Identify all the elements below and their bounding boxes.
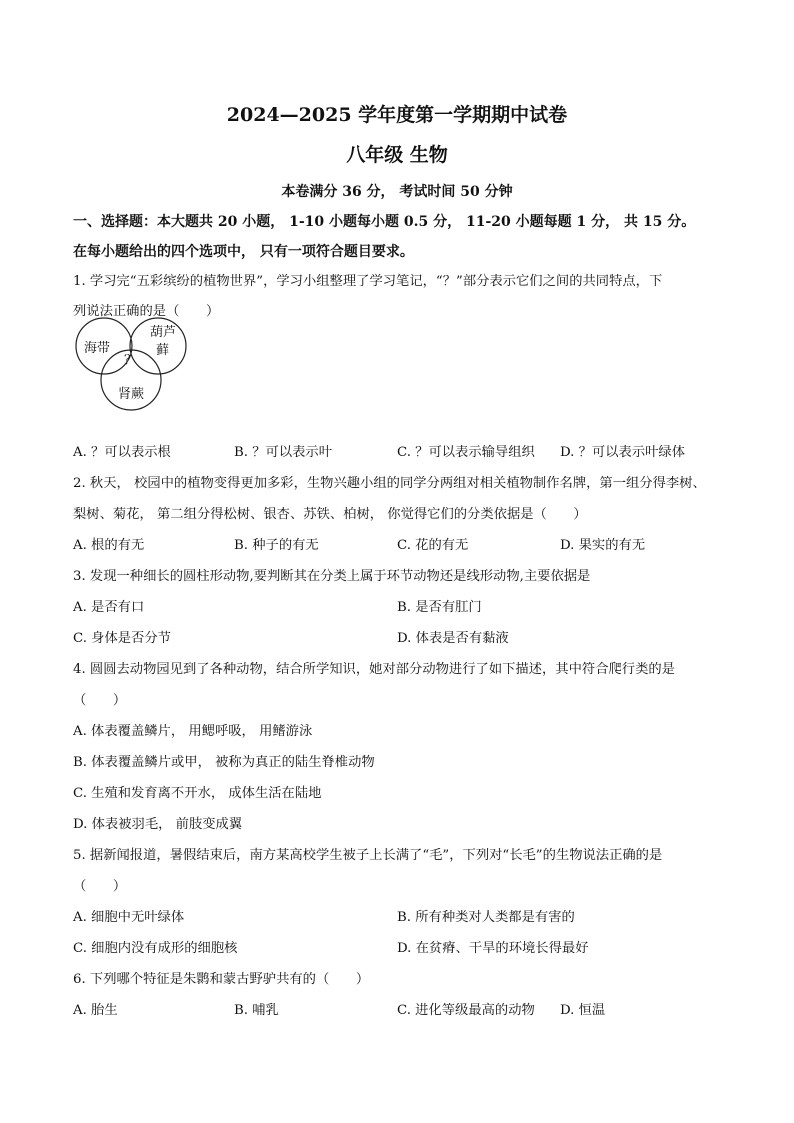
q3-option-a[interactable]: A. 是否有口 xyxy=(73,600,145,615)
q5-stem-line1: 5. 据新闻报道，暑假结束后，南方某高校学生被子上长满了“毛”，下列对“长毛”的生物说法正确的是 xyxy=(73,848,663,863)
exam-title: 2024—2025 学年度第一学期期中试卷 xyxy=(226,104,568,126)
venn-label-moss-line2: 藓 xyxy=(156,343,170,358)
q5-option-d[interactable]: D. 在贫瘠、干旱的环境长得最好 xyxy=(397,941,589,956)
q5-stem-line2: （ ） xyxy=(73,879,127,894)
exam-subtitle: 八年级 生物 xyxy=(346,144,448,166)
q4-option-c[interactable]: C. 生殖和发育离不开水， 成体生活在陆地 xyxy=(73,786,322,801)
venn-diagram xyxy=(70,316,196,412)
venn-label-moss-line1: 葫芦 xyxy=(150,325,177,340)
q2-option-a[interactable]: A. 根的有无 xyxy=(73,538,145,553)
section-heading-line2: 在每小题给出的四个选项中， 只有一项符合题目要求。 xyxy=(73,244,414,260)
q1-option-d[interactable]: D. ？可以表示叶绿体 xyxy=(560,445,686,460)
q6-option-c[interactable]: C. 进化等级最高的动物 xyxy=(397,1003,535,1018)
q1-stem-line2: 列说法正确的是（ ） xyxy=(73,304,220,319)
q2-option-c[interactable]: C. 花的有无 xyxy=(397,538,469,553)
section-heading-line1: 一、选择题：本大题共 20 小题， 1-10 小题每小题 0.5 分， 11-20 小题每题 1 分， 共 15 分。 xyxy=(73,214,696,230)
q6-option-b[interactable]: B. 哺乳 xyxy=(234,1003,279,1018)
q5-option-c[interactable]: C. 细胞内没有成形的细胞核 xyxy=(73,941,238,956)
q2-stem-line2: 梨树、菊花， 第二组分得松树、银杏、苏铁、柏树， 你觉得它们的分类依据是（ ） xyxy=(73,507,587,522)
q6-stem-line1: 6. 下列哪个特征是朱鹮和蒙古野驴共有的（ ） xyxy=(73,972,370,987)
q3-option-b[interactable]: B. 是否有肛门 xyxy=(397,600,482,615)
q2-option-d[interactable]: D. 果实的有无 xyxy=(560,538,646,553)
q2-option-b[interactable]: B. 种子的有无 xyxy=(234,538,319,553)
q3-option-d[interactable]: D. 体表是否有黏液 xyxy=(397,631,509,646)
q4-option-d[interactable]: D. 体表被羽毛， 前肢变成翼 xyxy=(73,817,243,832)
exam-info: 本卷满分 36 分， 考试时间 50 分钟 xyxy=(281,184,513,200)
q2-stem-line1: 2. 秋天， 校园中的植物变得更加多彩，生物兴趣小组的同学分两组对相关植物制作名牌，第一组分得李树、 xyxy=(73,476,706,491)
q5-option-b[interactable]: B. 所有种类对人类都是有害的 xyxy=(397,910,575,925)
venn-label-seaweed: 海带 xyxy=(84,341,111,356)
q3-stem-line1: 3. 发现一种细长的圆柱形动物,要判断其在分类上属于环节动物还是线形动物,主要依据是 xyxy=(73,569,591,584)
q4-option-a[interactable]: A. 体表覆盖鳞片， 用鳃呼吸， 用鳍游泳 xyxy=(73,724,313,739)
q5-option-a[interactable]: A. 细胞中无叶绿体 xyxy=(73,910,185,925)
q6-option-d[interactable]: D. 恒温 xyxy=(560,1003,606,1018)
venn-label-fern: 肾蕨 xyxy=(118,387,145,402)
q1-option-c[interactable]: C. ？可以表示输导组织 xyxy=(397,445,535,460)
q1-stem-line1: 1. 学习完“五彩缤纷的植物世界”，学习小组整理了学习笔记，“？”部分表示它们之间的共同特点，下 xyxy=(73,274,663,289)
q6-option-a[interactable]: A. 胎生 xyxy=(73,1003,118,1018)
q4-stem-line2: （ ） xyxy=(73,693,127,708)
q4-stem-line1: 4. 圆圆去动物园见到了各种动物，结合所学知识，她对部分动物进行了如下描述，其中符合爬行类的是 xyxy=(73,662,675,677)
q1-option-a[interactable]: A. ？可以表示根 xyxy=(73,445,171,460)
q3-option-c[interactable]: C. 身体是否分节 xyxy=(73,631,171,646)
venn-label-center: ？ xyxy=(124,353,138,368)
q4-option-b[interactable]: B. 体表覆盖鳞片或甲， 被称为真正的陆生脊椎动物 xyxy=(73,755,375,770)
q1-option-b[interactable]: B. ？可以表示叶 xyxy=(234,445,333,460)
